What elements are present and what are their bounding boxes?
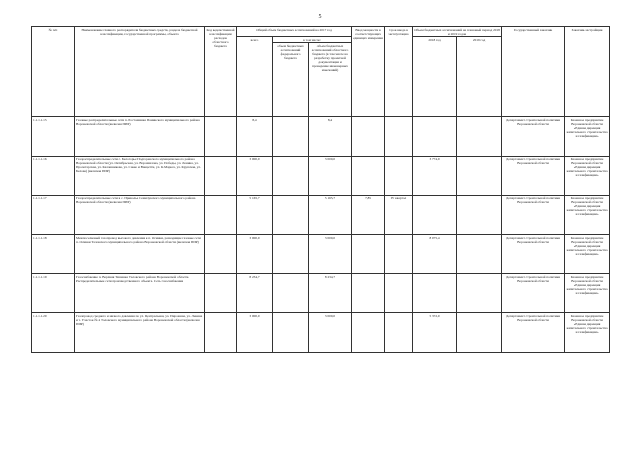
cell-developer: Казенное предприятие Воронежской области «Единая дирекция капитального строительства и газификации»	[565, 117, 610, 156]
cell-2018	[413, 195, 457, 234]
cell-num: 1.1.1.1.19	[32, 274, 75, 313]
cell-developer: Казенное предприятие Воронежской области «Единая дирекция капитального строительства и газификации»	[565, 156, 610, 195]
header-federal: объем бюджетных ассигнований федерального бюджета	[273, 43, 309, 117]
cell-total: 8,4	[237, 117, 273, 156]
cell-term	[385, 234, 413, 273]
cell-customer: Департамент строительной политики Воронежской области	[502, 156, 565, 195]
cell-federal	[273, 234, 309, 273]
cell-capacity	[352, 274, 385, 313]
cell-total: 8 234,7	[237, 274, 273, 313]
cell-name: Газораспределительные сети в с. Приволье Семилукского муниципального района Воронежской области (включая ПИР)	[75, 195, 205, 234]
cell-total: 3 000,0	[237, 156, 273, 195]
header-regional: объем бюджетных ассигнований областного бюджета (в том числе на разработку проектной документации и проведение инженерных изысканий)	[309, 43, 352, 117]
cell-2018: 8 075,4	[413, 234, 457, 273]
cell-customer: Департамент строительной политики Воронежской области	[502, 274, 565, 313]
table-row	[32, 195, 610, 234]
cell-capacity	[352, 234, 385, 273]
header-incl: в том числе:	[273, 37, 352, 43]
header-total: всего	[237, 37, 273, 117]
cell-federal	[273, 195, 309, 234]
cell-developer: Казенное предприятие Воронежской области «Единая дирекция капитального строительства и газификации»	[565, 274, 610, 313]
cell-customer: Департамент строительной политики Воронежской области	[502, 195, 565, 234]
table-row	[32, 313, 610, 352]
header-name: Наименование главного распорядителя бюджетных средств, раздела бюджетной классификации, государственной программы, объекта	[75, 27, 205, 117]
header-2019: 2019 год	[457, 37, 502, 117]
table-row	[32, 156, 610, 195]
header-capacity: Ввод мощности в соответствующих единицах измерения	[352, 27, 385, 117]
table-body	[32, 117, 610, 352]
cell-kbk	[205, 117, 237, 156]
cell-2019	[457, 117, 502, 156]
cell-regional: 8 234,7	[309, 274, 352, 313]
cell-total: 3 000,0	[237, 313, 273, 352]
cell-name: Газовые распределительные сети п. Ростошинка Панинского муниципального района Воронежской области (включая ПИР)	[75, 117, 205, 156]
budget-table	[31, 26, 610, 353]
header-volume-2017: Общий объем бюджетных ассигнований на 2017 год	[237, 27, 352, 37]
cell-kbk	[205, 195, 237, 234]
cell-kbk	[205, 234, 237, 273]
cell-name: Газопровод среднего и низкого давления по ул. Центральная, ул. Пирожная, ул. Ленина и т. Участок № 4 Таловского муниципального района Воронежской области (включая ПИР)	[75, 313, 205, 352]
cell-num: 1.1.1.1.15	[32, 117, 75, 156]
header-term: Срок ввода в эксплуатацию	[385, 27, 413, 117]
cell-2018	[413, 274, 457, 313]
cell-2018	[413, 117, 457, 156]
cell-term	[385, 117, 413, 156]
header-developer: Заказчик-застройщик	[565, 27, 610, 117]
cell-federal	[273, 117, 309, 156]
page-number: 5	[318, 14, 322, 20]
cell-regional: 5 165,7	[309, 195, 352, 234]
cell-2018: 3 774,9	[413, 156, 457, 195]
cell-2019	[457, 156, 502, 195]
cell-developer: Казенное предприятие Воронежской области «Единая дирекция капитального строительства и газификации»	[565, 195, 610, 234]
cell-kbk	[205, 156, 237, 195]
header-2018: 2018 год	[413, 37, 457, 117]
cell-customer: Департамент строительной политики Воронежской области	[502, 234, 565, 273]
cell-regional: 3 000,0	[309, 234, 352, 273]
header-num: № п/п	[32, 27, 75, 117]
cell-num: 1.1.1.1.20	[32, 313, 75, 352]
cell-term	[385, 156, 413, 195]
cell-2019	[457, 313, 502, 352]
cell-2018: 5 372,0	[413, 313, 457, 352]
cell-customer: Департамент строительной политики Воронежской области	[502, 313, 565, 352]
cell-capacity	[352, 156, 385, 195]
header-kbk: Код ведомственной классификации расходов областного бюджета	[205, 27, 237, 117]
cell-num: 1.1.1.1.18	[32, 234, 75, 273]
cell-2019	[457, 195, 502, 234]
cell-customer: Департамент строительной политики Воронежской области	[502, 117, 565, 156]
cell-name: Газоснабжение п. Верхняя Тишанка Таловского района Воронежской области. Распределительные сети производственного объекта. Сеть газоснабжения	[75, 274, 205, 313]
cell-num: 1.1.1.1.17	[32, 195, 75, 234]
cell-name: Межпоселковый газопровод высокого давления к п. Осинки, разводящие газовые сети п. Осинки Таловского муниципального района Воронежской области (включая ПИР)	[75, 234, 205, 273]
cell-federal	[273, 313, 309, 352]
cell-total: 5 165,7	[237, 195, 273, 234]
cell-2019	[457, 274, 502, 313]
header-customer: Государственный заказчик	[502, 27, 565, 117]
cell-kbk	[205, 274, 237, 313]
table-row	[32, 274, 610, 313]
cell-capacity	[352, 117, 385, 156]
cell-term: IV квартал	[385, 195, 413, 234]
cell-term	[385, 313, 413, 352]
cell-num: 1.1.1.1.16	[32, 156, 75, 195]
cell-regional: 8,4	[309, 117, 352, 156]
cell-regional: 3 000,0	[309, 156, 352, 195]
cell-developer: Казенное предприятие Воронежской области «Единая дирекция капитального строительства и газификации»	[565, 234, 610, 273]
cell-kbk	[205, 313, 237, 352]
table-row	[32, 234, 610, 273]
cell-developer: Казенное предприятие Воронежской области «Единая дирекция капитального строительства и газификации»	[565, 313, 610, 352]
cell-federal	[273, 156, 309, 195]
table-row	[32, 117, 610, 156]
cell-capacity	[352, 313, 385, 352]
cell-term	[385, 274, 413, 313]
cell-federal	[273, 274, 309, 313]
header-plan: Объем бюджетных ассигнований на плановый период 2018 и 2019 годов	[414, 27, 500, 36]
cell-regional: 3 000,0	[309, 313, 352, 352]
cell-2019	[457, 234, 502, 273]
cell-name: Газораспределительные сети с. Белогорье Подгоренского муниципального района Воронежской области (ул. Октябрьская, ул. Ворошилова, ул. Победы, ул. Ленина, ул. Пролетарская, ул. Калашникова, ул. Сакко и Ванцетти, ул. К.Маркса, ул. Крупская, ул. Белова) (включая ПИР)	[75, 156, 205, 195]
cell-capacity: 7,85	[352, 195, 385, 234]
table-header	[32, 27, 610, 117]
cell-total: 3 000,0	[237, 234, 273, 273]
